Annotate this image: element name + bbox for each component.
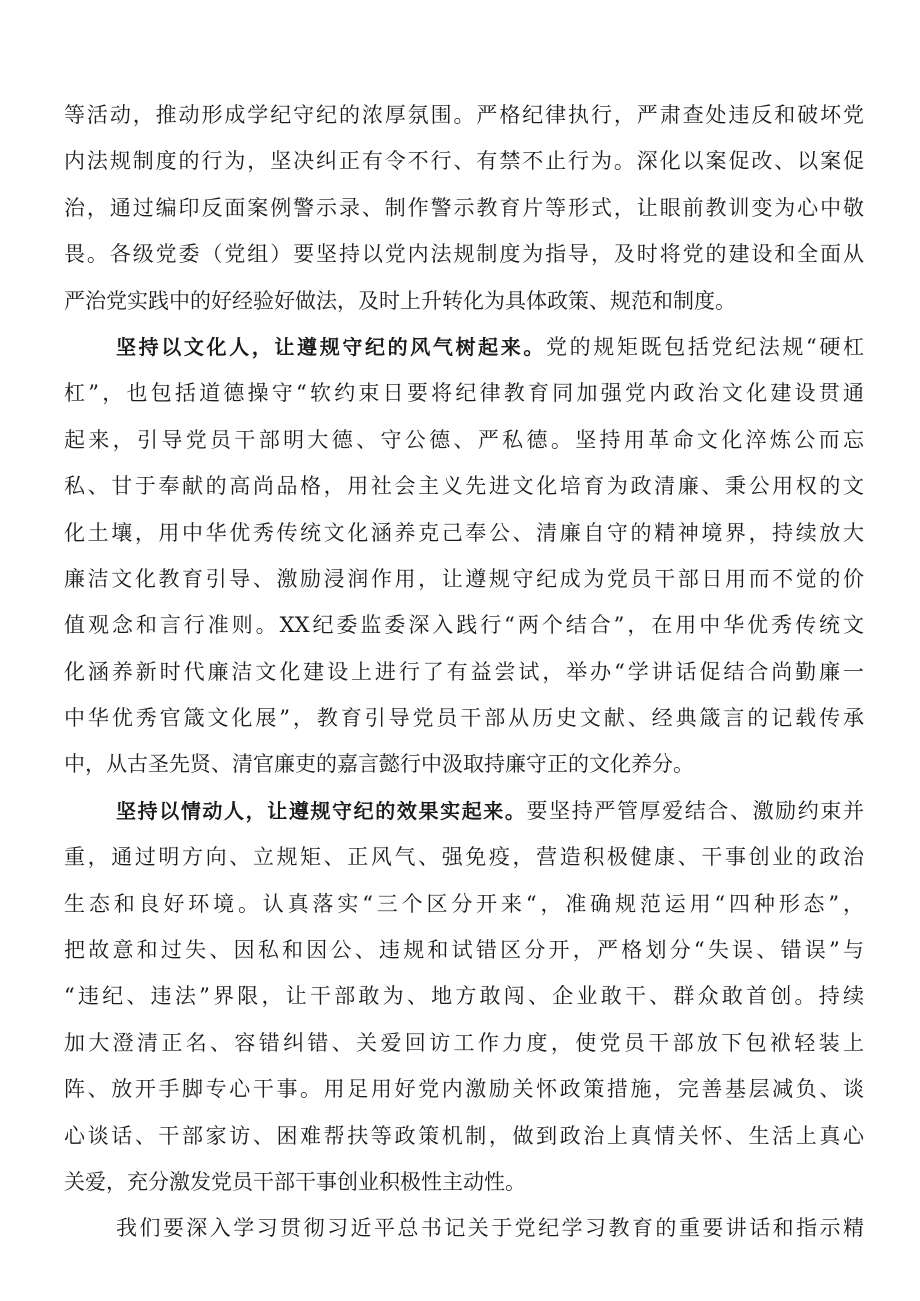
paragraph-3: [64, 788, 864, 1206]
text-line: 关爱，充分激发党员干部干事创业积极性主动性。: [64, 1169, 526, 1194]
paragraph-2: [64, 324, 864, 788]
text-line: 严治党实践中的好经验好做法，及时上升转化为具体政策、规范和制度。: [64, 288, 736, 313]
text-line: 廉洁文化教育引导、激励浸润作用，让遵规守纪成为党员干部日用而不觉的价: [64, 566, 864, 591]
text-line: 内法规制度的行为，坚决纠正有令不行、有禁不止行为。深化以案促改、以案促: [64, 149, 864, 174]
text-line: 生态和良好环境。认真落实“三个区分开来“，准确规范运用“四种形态”，: [64, 891, 864, 916]
text-line: 心谈话、干部家访、困难帮扶等政策机制，做到政治上真情关怀、生活上真心: [64, 1123, 864, 1148]
paragraph-text: 要坚持严管厚爱结合、激励约束并: [526, 798, 864, 823]
text-line: 加大澄清正名、容错纠错、关爱回访工作力度，使党员干部放下包袱轻装上: [64, 1030, 864, 1055]
text-line: 起来，引导党员干部明大德、守公德、严私德。坚持用革命文化淬炼公而忘: [64, 427, 864, 452]
paragraph-4: [64, 1205, 864, 1251]
paragraph-heading: 坚持以情动人，让遵规守纪的效果实起来。: [116, 798, 527, 823]
text-line: 我们要深入学习贯彻习近平总书记关于党纪学习教育的重要讲话和指示精: [116, 1216, 864, 1241]
paragraph-first-line: [64, 788, 864, 834]
paragraph-first-line: [64, 324, 864, 370]
text-line: 值观念和言行准则。XX纪委监委深入践行“两个结合”，在用中华优秀传统文: [64, 613, 864, 638]
text-line: 重，通过明方向、立规矩、正风气、强免疫，营造积极健康、干事创业的政治: [64, 845, 864, 870]
paragraph-text: 党的规矩既包括党纪法规“硬杠: [546, 334, 864, 359]
text-line: 私、甘于奉献的高尚品格，用社会主义先进文化培育为政清廉、秉公用权的文: [64, 474, 864, 499]
text-line: 治，通过编印反面案例警示录、制作警示教育片等形式，让眼前教训变为心中敬: [64, 195, 864, 220]
text-line: 中，从古圣先贤、清官廉吏的嘉言懿行中汲取持廉守正的文化养分。: [64, 752, 694, 777]
text-line: 畏。各级党委（党组）要坚持以党内法规制度为指导，及时将党的建设和全面从: [64, 242, 864, 267]
text-line: 阵、放开手脚专心干事。用足用好党内激励关怀政策措施，完善基层减负、谈: [64, 1077, 864, 1102]
text-line: 化土壤，用中华优秀传统文化涵养克己奉公、清廉自守的精神境界，持续放大: [64, 520, 864, 545]
text-line: 化涵养新时代廉洁文化建设上进行了有益尝试，举办“学讲话促结合尚勤廉一: [64, 659, 864, 684]
text-line: 等活动，推动形成学纪守纪的浓厚氛围。严格纪律执行，严肃查处违反和破坏党: [64, 103, 864, 127]
paragraph-1: [64, 92, 864, 324]
document-page: [64, 92, 864, 1252]
text-line: “违纪、违法”界限，让干部敢为、地方敢闯、企业敢干、群众敢首创。持续: [64, 984, 864, 1009]
text-line: 中华优秀官箴文化展”，教育引导党员干部从历史文献、经典箴言的记载传承: [64, 706, 864, 731]
paragraph-heading: 坚持以文化人，让遵规守纪的风气树起来。: [116, 334, 547, 359]
text-line: 杠”，也包括道德操守“软约束日要将纪律教育同加强党内政治文化建设贯通: [64, 381, 864, 406]
text-line: 把故意和过失、因私和因公、违规和试错区分开，严格划分“失误、错误”与: [64, 938, 864, 963]
